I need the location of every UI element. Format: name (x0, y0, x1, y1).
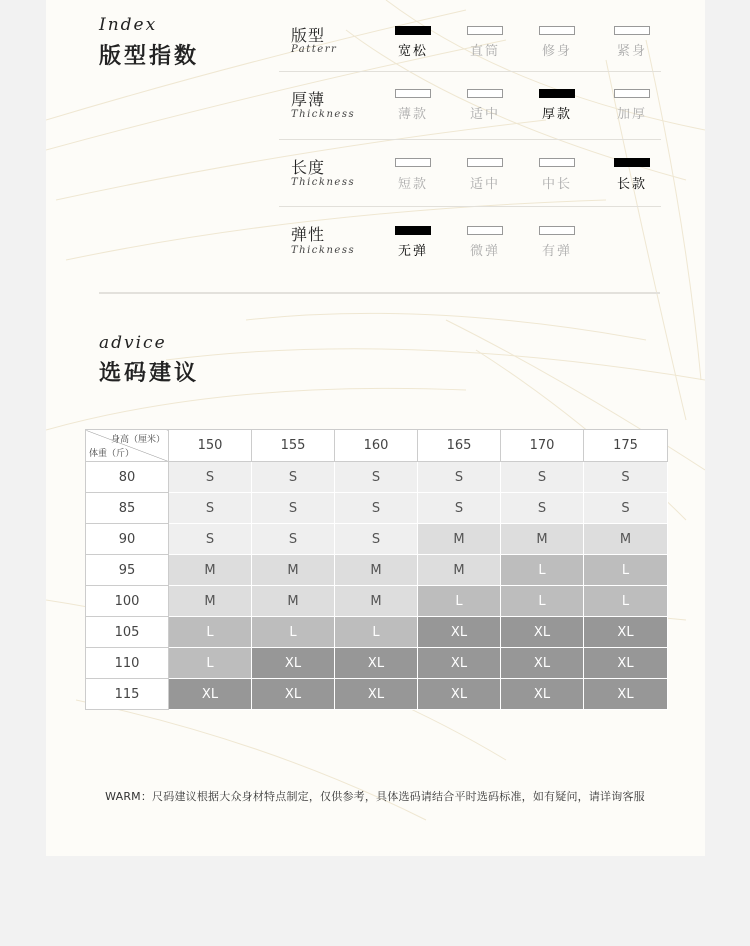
size-cell: L (501, 586, 584, 617)
thickness-option-indicator (467, 89, 503, 98)
elasticity-option-label: 无弹 (397, 244, 428, 259)
warm-note: WARM：尺码建议根据大众身材特点制定，仅供参考，具体选码请结合平时选码标准，如有疑问，请详询客服 (105, 790, 645, 803)
size-cell: XL (252, 648, 335, 679)
size-cell: XL (584, 617, 668, 648)
size-cell: M (501, 524, 584, 555)
thickness-label-cn: 厚薄 (291, 90, 326, 109)
thickness-option-indicator (395, 89, 431, 98)
size-cell: S (418, 493, 501, 524)
size-cell: S (252, 493, 335, 524)
size-cell: XL (252, 679, 335, 710)
size-cell: S (501, 493, 584, 524)
size-cell: XL (501, 648, 584, 679)
table-row (86, 648, 668, 679)
elasticity-label-cn: 弹性 (291, 225, 326, 244)
elasticity-option-indicator (395, 226, 431, 235)
size-cell: XL (418, 617, 501, 648)
height-header-cell: 175 (584, 430, 668, 462)
size-cell: L (335, 617, 418, 648)
size-cell: M (335, 586, 418, 617)
table-row (86, 586, 668, 617)
size-recommendation-table (85, 429, 668, 710)
table-row (86, 524, 668, 555)
size-cell: M (169, 555, 252, 586)
row-separator (279, 206, 661, 207)
elasticity-option-indicator (539, 226, 575, 235)
size-cell: S (169, 524, 252, 555)
fit-type-label-en: Patterr (291, 44, 338, 55)
size-cell: S (335, 462, 418, 493)
weight-header-cell: 105 (86, 617, 169, 648)
size-cell: S (169, 493, 252, 524)
size-cell: S (252, 462, 335, 493)
weight-header-cell: 90 (86, 524, 169, 555)
thickness-option-label: 薄款 (397, 107, 428, 122)
thickness-option-indicator (539, 89, 575, 98)
fit-option-indicator (467, 26, 503, 35)
size-cell: XL (335, 648, 418, 679)
fit-option-label: 宽松 (397, 44, 428, 59)
size-cell: S (252, 524, 335, 555)
advice-title-cn: 选码建议 (99, 360, 200, 386)
size-cell: L (584, 555, 668, 586)
leaf-line-art-background (46, 0, 705, 856)
table-row (86, 462, 668, 493)
height-header-cell: 170 (501, 430, 584, 462)
length-option-label: 适中 (469, 177, 500, 192)
size-cell: XL (501, 617, 584, 648)
thickness-option-label: 厚款 (541, 107, 572, 122)
weight-header-cell: 115 (86, 679, 169, 710)
table-row (86, 493, 668, 524)
index-title-cn: 版型指数 (99, 43, 200, 69)
size-cell: XL (584, 679, 668, 710)
size-cell: M (169, 586, 252, 617)
elasticity-option-label: 微弹 (469, 244, 500, 259)
size-cell: M (335, 555, 418, 586)
size-cell: M (418, 524, 501, 555)
fit-option-label: 修身 (541, 44, 572, 59)
size-cell: M (252, 586, 335, 617)
row-separator (279, 139, 661, 140)
size-cell: S (501, 462, 584, 493)
height-axis-label: 身高（厘米） (110, 435, 165, 445)
length-option-label: 中长 (541, 177, 572, 192)
fit-option-indicator (395, 26, 431, 35)
thickness-label-en: Thickness (291, 109, 356, 120)
size-cell: M (418, 555, 501, 586)
size-cell: XL (418, 648, 501, 679)
fit-option-label: 紧身 (616, 44, 647, 59)
size-cell: XL (584, 648, 668, 679)
index-title-en: Index (99, 15, 158, 35)
size-cell: L (418, 586, 501, 617)
weight-header-cell: 85 (86, 493, 169, 524)
size-cell: S (584, 493, 668, 524)
length-option-indicator (395, 158, 431, 167)
content-panel (46, 0, 705, 856)
weight-header-cell: 100 (86, 586, 169, 617)
weight-header-cell: 95 (86, 555, 169, 586)
weight-header-cell: 110 (86, 648, 169, 679)
size-cell: M (252, 555, 335, 586)
thickness-option-indicator (614, 89, 650, 98)
size-cell: XL (501, 679, 584, 710)
length-label-en: Thickness (291, 177, 356, 188)
size-cell: XL (335, 679, 418, 710)
thickness-option-label: 适中 (469, 107, 500, 122)
fit-option-indicator (614, 26, 650, 35)
table-corner-cell (86, 430, 169, 462)
section-divider (99, 292, 660, 294)
elasticity-label-en: Thickness (291, 245, 356, 256)
size-cell: L (252, 617, 335, 648)
table-row (86, 679, 668, 710)
size-cell: S (584, 462, 668, 493)
height-header-cell: 165 (418, 430, 501, 462)
advice-title-en: advice (99, 333, 167, 353)
fit-type-label-cn: 版型 (291, 26, 326, 45)
length-option-label: 长款 (616, 177, 647, 192)
size-cell: S (335, 493, 418, 524)
size-cell: S (418, 462, 501, 493)
weight-header-cell: 80 (86, 462, 169, 493)
table-row (86, 617, 668, 648)
thickness-option-label: 加厚 (616, 107, 647, 122)
fit-option-label: 直筒 (469, 44, 500, 59)
length-label-cn: 长度 (291, 158, 326, 177)
size-cell: S (169, 462, 252, 493)
height-header-cell: 155 (252, 430, 335, 462)
size-cell: L (584, 586, 668, 617)
length-option-indicator (467, 158, 503, 167)
size-cell: L (169, 648, 252, 679)
elasticity-option-label: 有弹 (541, 244, 572, 259)
size-cell: XL (418, 679, 501, 710)
size-cell: S (335, 524, 418, 555)
size-cell: L (169, 617, 252, 648)
size-cell: M (584, 524, 668, 555)
height-header-cell: 160 (335, 430, 418, 462)
elasticity-option-indicator (467, 226, 503, 235)
length-option-indicator (539, 158, 575, 167)
fit-option-indicator (539, 26, 575, 35)
size-cell: XL (169, 679, 252, 710)
table-header-row (86, 430, 668, 462)
row-separator (279, 71, 661, 72)
length-option-indicator (614, 158, 650, 167)
size-cell: L (501, 555, 584, 586)
length-option-label: 短款 (397, 177, 428, 192)
table-row (86, 555, 668, 586)
height-header-cell: 150 (169, 430, 252, 462)
weight-axis-label: 体重（斤） (89, 449, 135, 459)
